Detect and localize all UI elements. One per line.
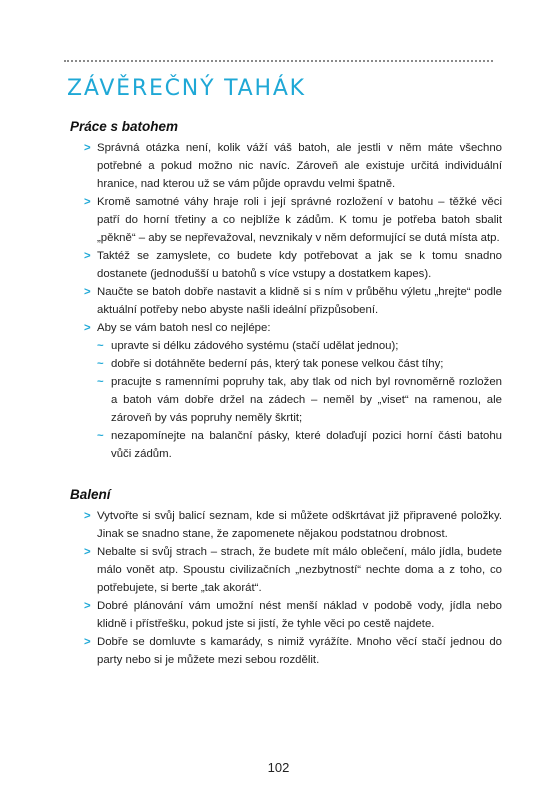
bullet-marker: > — [84, 636, 91, 648]
sublist-item: ~ pracujte s ramenními popruhy tak, aby tlak od nich byl rovnoměrně rozložen a batoh vám dobře držel na zádech – neměl by „viset“ na ramenou, ale zároveň by vás popruhy neměly škrtit; — [97, 373, 502, 427]
section-heading-pack-handling: Práce s batohem — [70, 119, 179, 134]
list-item: > Dobře se domluvte s kamarády, s nimiž vyrážíte. Mnoho věcí stačí jednou do party nebo si je můžete mezi sebou rozdělit. — [84, 633, 502, 669]
bullet-marker: > — [84, 510, 91, 522]
bullet-marker: > — [84, 600, 91, 612]
dotted-divider — [64, 60, 493, 62]
list-item: > Aby se vám batoh nesl co nejlépe: ~ upravte si délku zádového systému (stačí udělat jednou); ~ dobře si dotáhněte bederní pás, který tak ponese velkou část tíhy; ~ pracujte s ramenními popruhy tak, aby tlak od nich byl rovnoměrně rozložen a batoh vám dobře držel na zádech – neměl by „viset“ na ramenou, ale zároveň by vás popruhy neměly škrtit; ~ nezapomínejte na balanční pásky, které dolaďují pozici horní části batohu vůči zádům. — [84, 319, 502, 463]
list-item: > Nebalte si svůj strach – strach, že budete mít málo oblečení, málo jídla, budete málo vonět atp. Spoustu civilizačních „nezbytností“ nechte doma a z toho, co potřebujete, si berte „tak akorát“. — [84, 543, 502, 597]
sub-bullet-marker: ~ — [97, 376, 104, 388]
list-item: > Správná otázka není, kolik váží váš batoh, ale jestli v něm máte všechno potřebné a pokud možno nic navíc. Zároveň ale existuje určitá individuální hranice, nad kterou už se vám půjde opravdu velmi špatně. — [84, 139, 502, 193]
list-item: > Vytvořte si svůj balicí seznam, kde si můžete odškrtávat již připravené položky. Jinak se snadno stane, že zapomenete nějakou podstatnou drobnost. — [84, 507, 502, 543]
list-item: > Dobré plánování vám umožní nést menší náklad v podobě vody, jídla nebo klidně i přístřešku, pokud jste si jistí, že tyhle věci po cestě najdete. — [84, 597, 502, 633]
sub-bullet-marker: ~ — [97, 340, 104, 352]
bullet-marker: > — [84, 322, 91, 334]
list-item: > Kromě samotné váhy hraje roli i její správné rozložení v batohu – těžké věci patří do horní třetiny a co nejblíže k zádům. K tomu je potřeba batoh sbalit „pěkně“ – aby se nepřevažoval, nevznikaly v něm deformující se dutá místa atp. — [84, 193, 502, 247]
sublist-item: ~ upravte si délku zádového systému (stačí udělat jednou); — [97, 337, 502, 355]
section-heading-packing: Balení — [70, 487, 111, 502]
bullet-marker: > — [84, 286, 91, 298]
page-number: 102 — [267, 760, 290, 775]
sub-bullet-marker: ~ — [97, 430, 104, 442]
sublist-item: ~ nezapomínejte na balanční pásky, které dolaďují pozici horní části batohu vůči zádům. — [97, 427, 502, 463]
sublist-item: ~ dobře si dotáhněte bederní pás, který tak ponese velkou část tíhy; — [97, 355, 502, 373]
list-item: > Naučte se batoh dobře nastavit a klidně si s ním v průběhu výletu „hrejte“ podle aktuální potřeby nebo abyste našli ideální přizpůsobení. — [84, 283, 502, 319]
bullet-marker: > — [84, 196, 91, 208]
bullet-marker: > — [84, 142, 91, 154]
bullet-marker: > — [84, 250, 91, 262]
pack-handling-list — [84, 139, 502, 463]
sub-bullet-marker: ~ — [97, 358, 104, 370]
packing-list — [84, 507, 502, 669]
list-item: > Taktéž se zamyslete, co budete kdy potřebovat a jak se k tomu snadno dostanete (jednodušší u batohů s více vstupy a dostatkem kapes). — [84, 247, 502, 283]
carrying-tips-sublist — [97, 337, 502, 463]
bullet-marker: > — [84, 546, 91, 558]
page-title: ZÁVĚREČNÝ TAHÁK — [67, 76, 306, 101]
